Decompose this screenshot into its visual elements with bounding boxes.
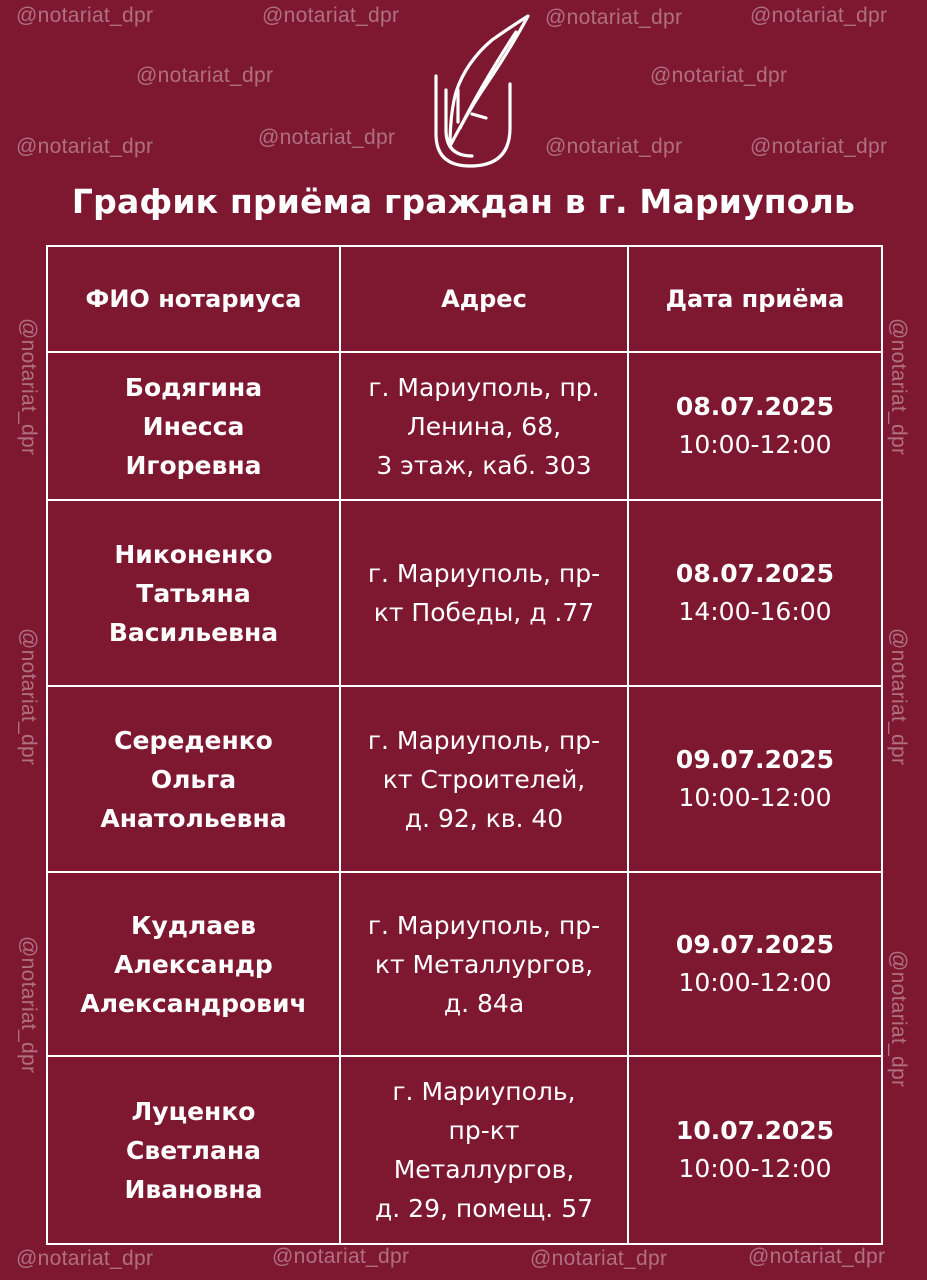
- watermark-text: @notariat_dpr: [16, 4, 154, 27]
- watermark-text: @notariat_dpr: [887, 318, 910, 456]
- notary-name: [47, 352, 340, 500]
- watermark-text: @notariat_dpr: [887, 628, 910, 766]
- watermark-text: @notariat_dpr: [545, 135, 683, 158]
- name-line: Ивановна: [124, 1174, 263, 1204]
- watermark-text: @notariat_dpr: [748, 1245, 886, 1268]
- name-line: Бодягина: [124, 372, 263, 402]
- table-row: [47, 500, 882, 686]
- notary-name: [47, 1056, 340, 1244]
- time-text: 10:00-12:00: [678, 783, 832, 812]
- watermark-text: @notariat_dpr: [17, 628, 40, 766]
- name-line: Луценко: [131, 1096, 256, 1126]
- address-line: г. Мариуполь,: [392, 1077, 576, 1106]
- date-text: 09.07.2025: [675, 745, 835, 774]
- address-line: г. Мариуполь, пр-: [367, 725, 601, 755]
- name-line: Татьяна: [136, 578, 251, 608]
- time-text: 10:00-12:00: [678, 968, 832, 997]
- name-line: Васильевна: [108, 617, 279, 647]
- watermark-text: @notariat_dpr: [545, 6, 683, 29]
- schedule-table: [46, 245, 883, 1245]
- watermark-text: @notariat_dpr: [272, 1245, 410, 1268]
- address: [340, 352, 628, 500]
- name-line: Ольга: [150, 764, 237, 794]
- name-line: Анатольевна: [100, 803, 287, 833]
- watermark-text: @notariat_dpr: [16, 135, 154, 158]
- address-line: д. 29, помещ. 57: [374, 1194, 594, 1223]
- address: [340, 872, 628, 1056]
- reception-date: [628, 352, 882, 500]
- notary-name: [47, 500, 340, 686]
- header-cell: Дата приёма: [628, 246, 882, 352]
- watermark-text: @notariat_dpr: [258, 126, 396, 149]
- date-text: 08.07.2025: [675, 559, 835, 588]
- header-cell: ФИО нотариуса: [47, 246, 340, 352]
- table-row: [47, 686, 882, 872]
- address-line: Ленина, 68,: [406, 411, 562, 441]
- reception-date: [628, 500, 882, 686]
- name-line: Светлана: [126, 1135, 261, 1165]
- notary-name: [47, 872, 340, 1056]
- watermark-text: @notariat_dpr: [262, 4, 400, 27]
- name-line: Александрович: [80, 988, 307, 1018]
- address-line: д. 84а: [443, 988, 525, 1018]
- header-cell: Адрес: [340, 246, 628, 352]
- notary-name: [47, 686, 340, 872]
- name-line: Игоревна: [125, 450, 262, 480]
- address-line: г. Мариуполь, пр-: [367, 910, 601, 940]
- name-line: Инесса: [142, 411, 245, 441]
- table-row: [47, 352, 882, 500]
- address-line: кт Металлургов,: [374, 949, 594, 979]
- address-line: г. Мариуполь, пр.: [368, 372, 600, 402]
- watermark-text: @notariat_dpr: [887, 950, 910, 1088]
- time-text: 14:00-16:00: [678, 597, 832, 626]
- time-text: 10:00-12:00: [678, 1154, 832, 1183]
- name-line: Середенко: [114, 725, 273, 755]
- watermark-text: @notariat_dpr: [750, 135, 888, 158]
- address-line: Металлургов,: [393, 1155, 575, 1184]
- address-line: г. Мариуполь, пр-: [367, 559, 601, 588]
- table-row: [47, 1056, 882, 1244]
- time-text: 10:00-12:00: [678, 430, 832, 459]
- name-line: Кудлаев: [131, 910, 256, 940]
- reception-date: [628, 1056, 882, 1244]
- page-title: График приёма граждан в г. Мариуполь: [71, 182, 856, 221]
- quill-pen-icon: [430, 10, 530, 170]
- reception-date: [628, 686, 882, 872]
- date-text: 08.07.2025: [675, 392, 835, 421]
- address-line: пр-кт: [448, 1116, 520, 1145]
- name-line: Александр: [114, 949, 273, 979]
- watermark-text: @notariat_dpr: [530, 1247, 668, 1270]
- date-text: 10.07.2025: [675, 1116, 835, 1145]
- address: [340, 500, 628, 686]
- reception-date: [628, 872, 882, 1056]
- header-row: [47, 246, 882, 352]
- table-row: [47, 872, 882, 1056]
- watermark-text: @notariat_dpr: [136, 64, 274, 87]
- name-line: Никоненко: [114, 539, 273, 569]
- watermark-text: @notariat_dpr: [650, 64, 788, 87]
- address-line: д. 92, кв. 40: [404, 803, 564, 833]
- address-line: 3 этаж, каб. 303: [376, 450, 592, 480]
- watermark-text: @notariat_dpr: [17, 318, 40, 456]
- address-line: кт Строителей,: [382, 764, 586, 794]
- watermark-text: @notariat_dpr: [750, 4, 888, 27]
- date-text: 09.07.2025: [675, 930, 835, 959]
- address: [340, 686, 628, 872]
- watermark-text: @notariat_dpr: [16, 1247, 154, 1270]
- address-line: кт Победы, д .77: [373, 598, 595, 627]
- address: [340, 1056, 628, 1244]
- watermark-text: @notariat_dpr: [17, 936, 40, 1074]
